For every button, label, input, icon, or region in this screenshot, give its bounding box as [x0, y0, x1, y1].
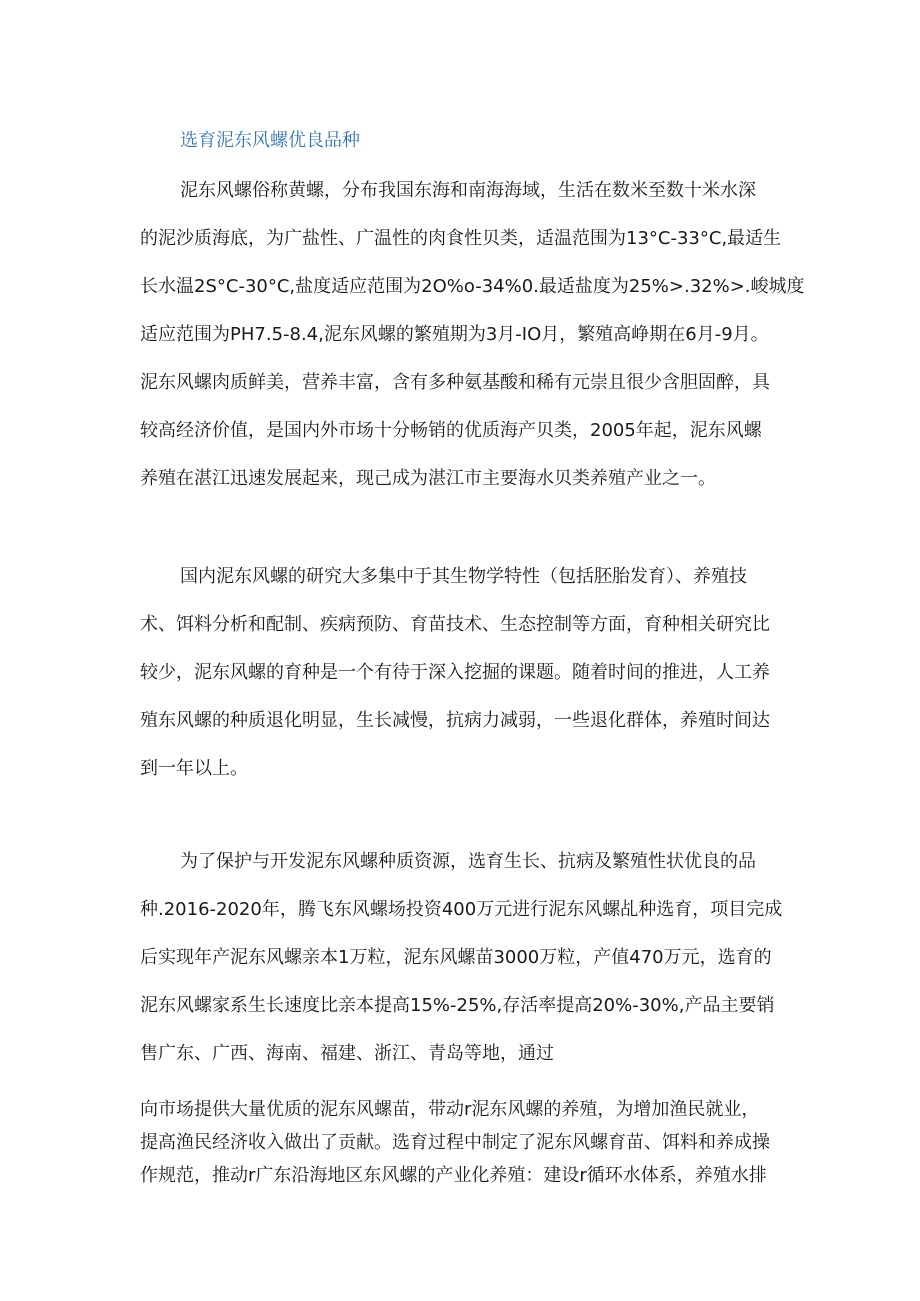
paragraph-line: 的泥沙质海底，为广盐性、广温性的肉食性贝类，适温范围为13°C-33°C,最适生: [140, 228, 782, 249]
paragraph-line: 后实现年产泥东风螺亲本1万粒，泥东风螺苗3000万粒，产值470万元，选育的: [140, 947, 772, 968]
paragraph-breeding: [140, 838, 790, 1078]
paragraph-line: 泥东风螺俗称黄螺，分布我国东海和南海海域，生活在数米至数十米水深: [180, 180, 756, 201]
paragraph-market: [140, 1093, 790, 1192]
paragraph-line: 泥东风螺肉质鲜美，营养丰富，含有多种氨基酸和稀有元崇且很少含胆固醉，具: [140, 372, 770, 393]
paragraph-line: 较少，泥东风螺的育种是一个有待于深入挖掘的课题。随着时间的推进，人工养: [140, 662, 770, 683]
paragraph-line: 为了保护与开发泥东风螺种质资源，选育生长、抗病及繁殖性状优良的品: [180, 851, 756, 872]
paragraph-line: 殖东风螺的种质退化明显，生长减慢，抗病力减弱，一些退化群体，养殖时间达: [140, 710, 770, 731]
paragraph-line: 泥东风螺家系生长速度比亲本提高15%-25%,存活率提高20%-30%,产品主要销: [140, 995, 775, 1016]
paragraph-line: 较高经济价值，是国内外市场十分畅销的优质海产贝类，2005年起，泥东风螺: [140, 420, 762, 441]
paragraph-research: [140, 553, 790, 793]
paragraph-line: 养殖在湛江迅速发展起来，现己成为湛江市主要海水贝类养殖产业之一。: [140, 468, 716, 489]
paragraph-line: 适应范围为PH7.5-8.4,泥东风螺的繁殖期为3月-IO月，繁殖高峥期在6月-9月。: [140, 324, 769, 345]
paragraph-line: 种.2016-2020年，腾飞东风螺场投资400万元进行泥东风螺乩种选育，项目完成: [140, 899, 783, 920]
section-heading: 选育泥东风螺优良品种: [180, 130, 360, 151]
paragraph-line: 术、饵料分析和配制、疾病预防、育苗技术、生态控制等方面，育种相关研究比: [140, 614, 770, 635]
paragraph-line: 向市场提供大量优质的泥东风螺苗，带动r泥东风螺的养殖，为增加渔民就业，: [140, 1099, 760, 1120]
paragraph-line: 提高渔民经济收入做出了贡献。选育过程中制定了泥东风螺育苗、饵料和养成操: [140, 1132, 770, 1153]
paragraph-line: 到一年以上。: [140, 758, 248, 779]
paragraph-line: 国内泥东风螺的研究大多集中于其生物学特性（包括胚胎发育）、养殖技: [180, 566, 747, 587]
paragraph-distribution: [140, 167, 805, 503]
paragraph-line: 长水温2S°C-30°C,盐度适应范围为2O%o-34%0.最适盐度为25%>.32%>.峻城度: [140, 276, 805, 297]
paragraph-line: 作规范，推动r广东沿海地区东风螺的产业化养殖：建设r循环水体系，养殖水排: [140, 1165, 767, 1186]
paragraph-line: 售广东、广西、海南、福建、浙江、青岛等地，通过: [140, 1043, 554, 1064]
